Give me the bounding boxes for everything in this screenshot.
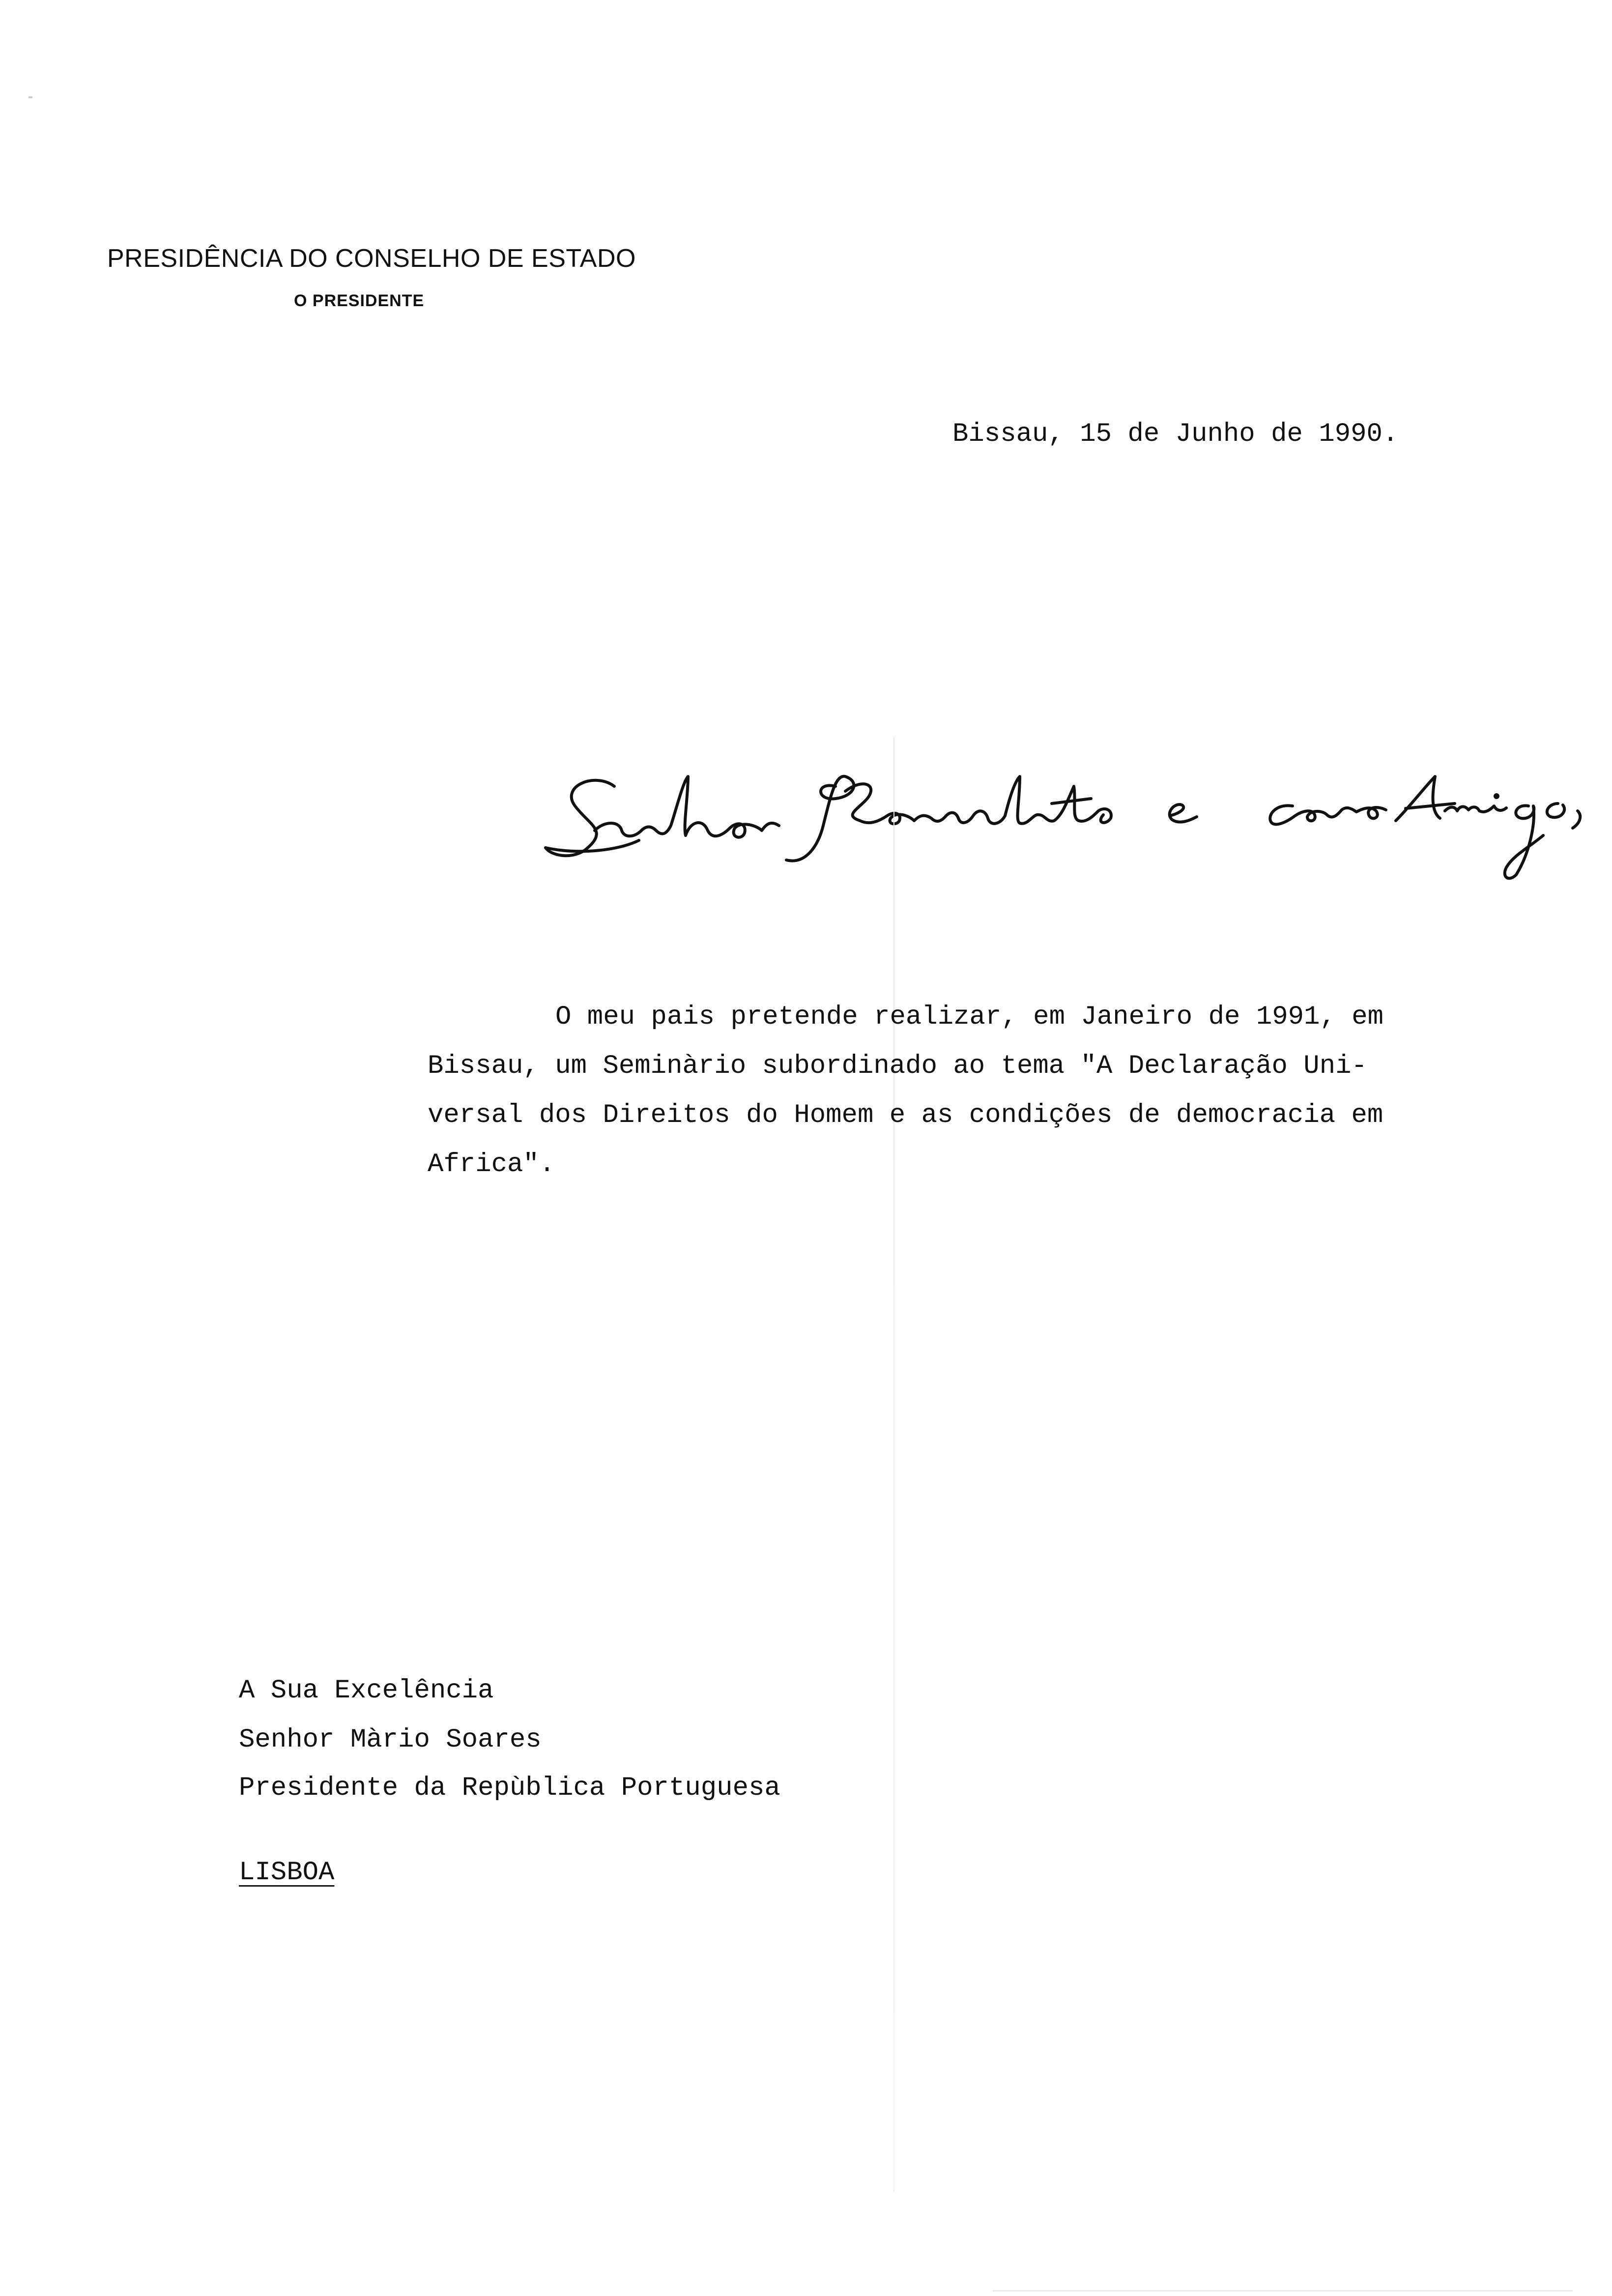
body-line: O meu pais pretende realizar, em Janeiro de 1991, em [555,1002,1384,1032]
addressee-line: Presidente da Repùblica Portuguesa [239,1773,780,1803]
paper-fold-line [893,737,894,2192]
paper-edge-mark [993,2290,1573,2292]
date-line: Bissau, 15 de Junho de 1990. [952,419,1399,449]
handwritten-salutation [541,757,1612,885]
body-line: Bissau, um Seminàrio subordinado ao tema "A Declaração Uni- [428,1051,1367,1081]
addressee-line: A Sua Excelência [239,1676,494,1706]
body-paragraph [428,993,1420,1189]
body-line: Africa". [428,1149,555,1179]
addressee-line: Senhor Màrio Soares [239,1725,542,1755]
paper-speck [29,96,32,98]
body-line: versal dos Direitos do Homem e as condições de democracia em [428,1100,1383,1130]
addressee-city: LISBOA [239,1858,335,1888]
letterhead-office: O PRESIDENTE [294,291,425,310]
letterhead-institution: PRESIDÊNCIA DO CONSELHO DE ESTADO [107,244,636,273]
